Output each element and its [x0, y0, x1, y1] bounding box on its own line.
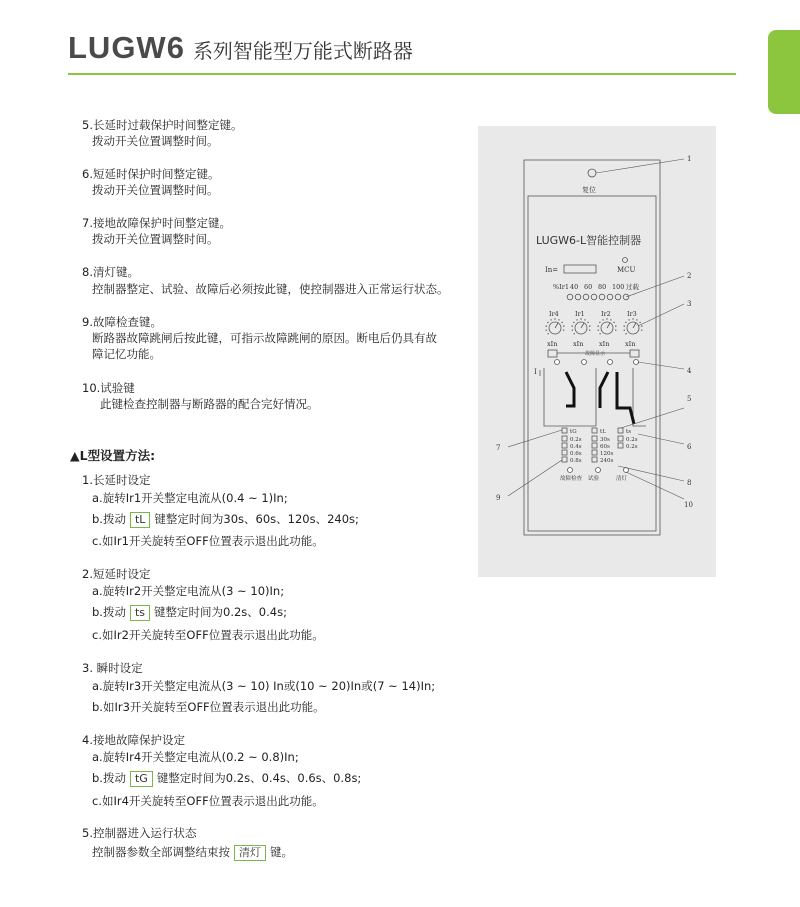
setup-2-a: a.旋转Ir2开关整定电流从(3 ~ 10)In;	[92, 584, 285, 598]
tl-value: 60s	[600, 444, 610, 450]
callout-group	[496, 155, 693, 509]
setup-5-post: 键。	[270, 845, 293, 859]
key-10-label: 10.试验键	[82, 381, 135, 395]
dial-tick	[563, 329, 564, 330]
bottom-buttons	[560, 468, 629, 483]
lever-1	[566, 372, 574, 406]
in-label: In=	[545, 266, 559, 274]
header-rule	[68, 73, 736, 75]
percent-leds	[567, 294, 629, 300]
dial-tick	[573, 322, 574, 323]
dial-tick	[598, 329, 599, 330]
dial-tick	[584, 319, 585, 320]
xin-label: xIn	[547, 340, 558, 348]
percent-led	[575, 294, 581, 300]
setup-1-a: a.旋转Ir1开关整定电流从(0.4 ~ 1)In;	[92, 491, 288, 505]
dial-tick	[613, 322, 614, 323]
setup-5-title: 5.控制器进入运行状态	[82, 826, 197, 840]
terminal-circle	[555, 360, 560, 365]
key-6-label: 6.短延时保护时间整定键。	[82, 167, 220, 181]
reset-button	[588, 169, 596, 177]
dial-tick	[641, 325, 642, 326]
controller-diagram	[478, 126, 716, 577]
dial-tick	[636, 319, 637, 320]
dial-tick	[573, 333, 574, 334]
xin-label: xIn	[573, 340, 584, 348]
percent-value: 60	[584, 283, 593, 291]
tl-label: tL	[600, 429, 606, 435]
tg-value: 0.8s	[570, 458, 582, 464]
key-9-desc-2: 障记忆功能。	[92, 347, 161, 361]
xin-label: xIn	[625, 340, 636, 348]
callout-leader	[638, 304, 684, 326]
dial-tick	[610, 319, 611, 320]
key-7-desc: 拨动开关位置调整时间。	[92, 232, 219, 246]
setup-2-b-pre: b.拨动	[92, 605, 126, 619]
dial-label: Ir3	[627, 310, 637, 318]
percent-led	[599, 294, 605, 300]
percent-value: 100	[612, 283, 625, 291]
page-title: 系列智能型万能式断路器	[192, 39, 413, 63]
bottom-button	[596, 468, 601, 473]
dial-tick	[561, 322, 562, 323]
fault-label: 故障显示	[585, 351, 606, 357]
dial-pointer	[581, 323, 584, 328]
setup-1-b	[92, 511, 359, 528]
setup-4-b-post: 键整定时间为0.2s、0.4s、0.6s、0.8s;	[156, 771, 362, 785]
switch-icon	[618, 436, 623, 441]
mcu-label: MCU	[617, 266, 636, 274]
key-8-label: 8.清灯键。	[82, 265, 139, 279]
callout-number: 6	[687, 443, 692, 451]
dial-tick	[599, 322, 600, 323]
key-9-desc: 断路器故障跳闸后按此键，可指示故障跳闸的原因。断电后仍具有故	[92, 331, 437, 345]
dial-tick	[571, 325, 572, 326]
dial-tick	[572, 329, 573, 330]
bottom-label: 清灯	[616, 476, 628, 482]
dial-group	[545, 310, 642, 348]
ts-key-icon: ts	[130, 605, 150, 621]
setup-4-b	[92, 770, 361, 787]
ts-value: 0.2s	[626, 444, 638, 450]
setup-3-b: b.如Ir3开关旋转至OFF位置表示退出此功能。	[92, 700, 325, 714]
switch-icon	[562, 457, 567, 462]
callout-leader	[508, 460, 562, 496]
dial-pointer	[555, 323, 558, 328]
terminal-circles	[555, 360, 639, 365]
tl-value: 120s	[600, 451, 614, 457]
lever-3	[617, 372, 634, 424]
setup-3-title: 3. 瞬时设定	[82, 661, 143, 675]
arrow-label: I	[534, 368, 537, 376]
key-7-label: 7.接地故障保护时间整定键。	[82, 216, 231, 230]
dial-tick	[554, 318, 555, 319]
setup-2-b	[92, 604, 287, 621]
dial-tick	[632, 318, 633, 319]
dial-tick	[587, 322, 588, 323]
percent-value: 过载	[626, 283, 639, 291]
setup-heading: ▲L型设置方法:	[70, 448, 156, 463]
switch-icon	[562, 436, 567, 441]
ts-label: ts	[626, 429, 632, 435]
setup-4-b-pre: b.拨动	[92, 771, 126, 785]
switch-icon	[592, 450, 597, 455]
dial-tick	[597, 325, 598, 326]
controller-title: LUGW6-L智能控制器	[536, 234, 642, 247]
dial-tick	[615, 329, 616, 330]
setup-2-c: c.如Ir2开关旋转至OFF位置表示退出此功能。	[92, 628, 324, 642]
key-9-label: 9.故障检查键。	[82, 315, 162, 329]
dial-tick	[576, 319, 577, 320]
callout-number: 8	[687, 479, 692, 487]
dial-tick	[550, 319, 551, 320]
callout-leader	[508, 430, 562, 447]
controller-diagram-svg	[478, 126, 716, 577]
callout-leader	[626, 472, 684, 499]
callout-number: 1	[687, 155, 692, 163]
dial-tick	[589, 329, 590, 330]
terminal-circle	[608, 360, 613, 365]
dial-tick	[602, 319, 603, 320]
tl-key-icon: tL	[130, 512, 150, 528]
dial-tick	[547, 322, 548, 323]
percent-led	[567, 294, 573, 300]
switch-icon	[562, 443, 567, 448]
switch-icon	[562, 450, 567, 455]
setup-5-pre: 控制器参数全部调整结束按	[92, 845, 230, 859]
tg-key-icon: tG	[130, 771, 153, 787]
dial-tick	[547, 333, 548, 334]
dial-tick	[599, 333, 600, 334]
setup-1-b-pre: b.拨动	[92, 512, 126, 526]
bottom-label: 故障检查	[560, 476, 583, 482]
dial-tick	[589, 325, 590, 326]
percent-led	[615, 294, 621, 300]
xin-label: xIn	[599, 340, 610, 348]
switch-icon	[562, 428, 567, 433]
dial-tick	[546, 329, 547, 330]
dial-tick	[628, 319, 629, 320]
callout-number: 3	[687, 300, 692, 308]
setup-1-c: c.如Ir1开关旋转至OFF位置表示退出此功能。	[92, 534, 324, 548]
setup-3-a: a.旋转Ir3开关整定电流从(3 ~ 10) In或(10 ~ 20)In或(7 ~ 14)In;	[92, 679, 436, 693]
callout-leader	[618, 466, 684, 481]
dial-label: Ir4	[549, 310, 559, 318]
dial-label: Ir1	[575, 310, 585, 318]
percent-label: %Ir1	[553, 283, 569, 291]
mcu-led	[623, 258, 628, 263]
dial-tick	[625, 322, 626, 323]
bracket-right	[633, 368, 646, 426]
callout-number: 5	[687, 395, 692, 403]
in-display	[564, 265, 596, 273]
setup-4-title: 4.接地故障保护设定	[82, 733, 185, 747]
tg-value: 0.2s	[570, 437, 582, 443]
key-8-desc: 控制器整定、试验、故障后必须按此键，使控制器进入正常运行状态。	[92, 282, 449, 296]
dial-tick	[623, 325, 624, 326]
switch-icon	[618, 428, 623, 433]
callout-number: 9	[496, 494, 501, 502]
tl-value: 30s	[600, 437, 610, 443]
callout-leader	[596, 159, 684, 173]
dial-pointer	[607, 323, 610, 328]
tg-label: tG	[570, 429, 577, 435]
percent-led	[583, 294, 589, 300]
dial-tick	[558, 319, 559, 320]
switch-icon	[592, 428, 597, 433]
setup-4-a: a.旋转Ir4开关整定电流从(0.2 ~ 0.8)In;	[92, 750, 299, 764]
reset-label: 复位	[582, 186, 596, 194]
callout-number: 2	[687, 272, 692, 280]
callout-leader	[638, 434, 684, 444]
tg-value: 0.6s	[570, 451, 582, 457]
callout-leader	[638, 362, 684, 369]
dial-tick	[563, 325, 564, 326]
lever-2	[600, 372, 608, 408]
setup-2-b-post: 键整定时间为0.2s、0.4s;	[154, 605, 287, 619]
percent-value: 80	[598, 283, 607, 291]
tl-value: 240s	[600, 458, 614, 464]
setup-1-b-post: 键整定时间为30s、60s、120s、240s;	[154, 512, 359, 526]
setup-1-title: 1.长延时设定	[82, 473, 151, 487]
dial-tick	[639, 322, 640, 323]
key-10-desc: 此键检查控制器与断路器的配合完好情况。	[100, 397, 319, 411]
dial-tick	[615, 325, 616, 326]
left-box	[548, 350, 557, 357]
key-6-desc: 拨动开关位置调整时间。	[92, 183, 219, 197]
terminal-circle	[634, 360, 639, 365]
percent-led	[591, 294, 597, 300]
model-name: LUGW6	[68, 30, 185, 65]
bottom-label: 试验	[588, 476, 600, 482]
callout-number: 10	[684, 501, 693, 509]
clear-light-key-icon: 清灯	[234, 845, 266, 861]
setup-4-c: c.如Ir4开关旋转至OFF位置表示退出此功能。	[92, 794, 324, 808]
dial-tick	[625, 333, 626, 334]
percent-values	[570, 282, 640, 291]
key-5-label: 5.长延时过载保护时间整定键。	[82, 118, 243, 132]
callout-number: 7	[496, 444, 501, 452]
percent-led	[607, 294, 613, 300]
bottom-button	[568, 468, 573, 473]
setup-5-line	[92, 844, 293, 861]
switch-icon	[592, 457, 597, 462]
callout-number: 4	[687, 367, 692, 375]
switch-icon	[592, 436, 597, 441]
side-tab	[768, 30, 800, 114]
right-box	[630, 350, 639, 357]
key-5-desc: 拨动开关位置调整时间。	[92, 134, 219, 148]
dial-tick	[641, 329, 642, 330]
terminal-circle	[582, 360, 587, 365]
dial-tick	[606, 318, 607, 319]
switch-icon	[592, 443, 597, 448]
dial-tick	[545, 325, 546, 326]
dial-label: Ir2	[601, 310, 611, 318]
ts-value: 0.2s	[626, 437, 638, 443]
dial-tick	[580, 318, 581, 319]
dial-tick	[624, 329, 625, 330]
switch-icon	[618, 443, 623, 448]
setup-2-title: 2.短延时设定	[82, 567, 151, 581]
time-tables	[562, 428, 638, 464]
dial-pointer	[633, 323, 636, 328]
tg-value: 0.4s	[570, 444, 582, 450]
percent-value: 40	[570, 283, 579, 291]
page-header	[68, 30, 413, 66]
